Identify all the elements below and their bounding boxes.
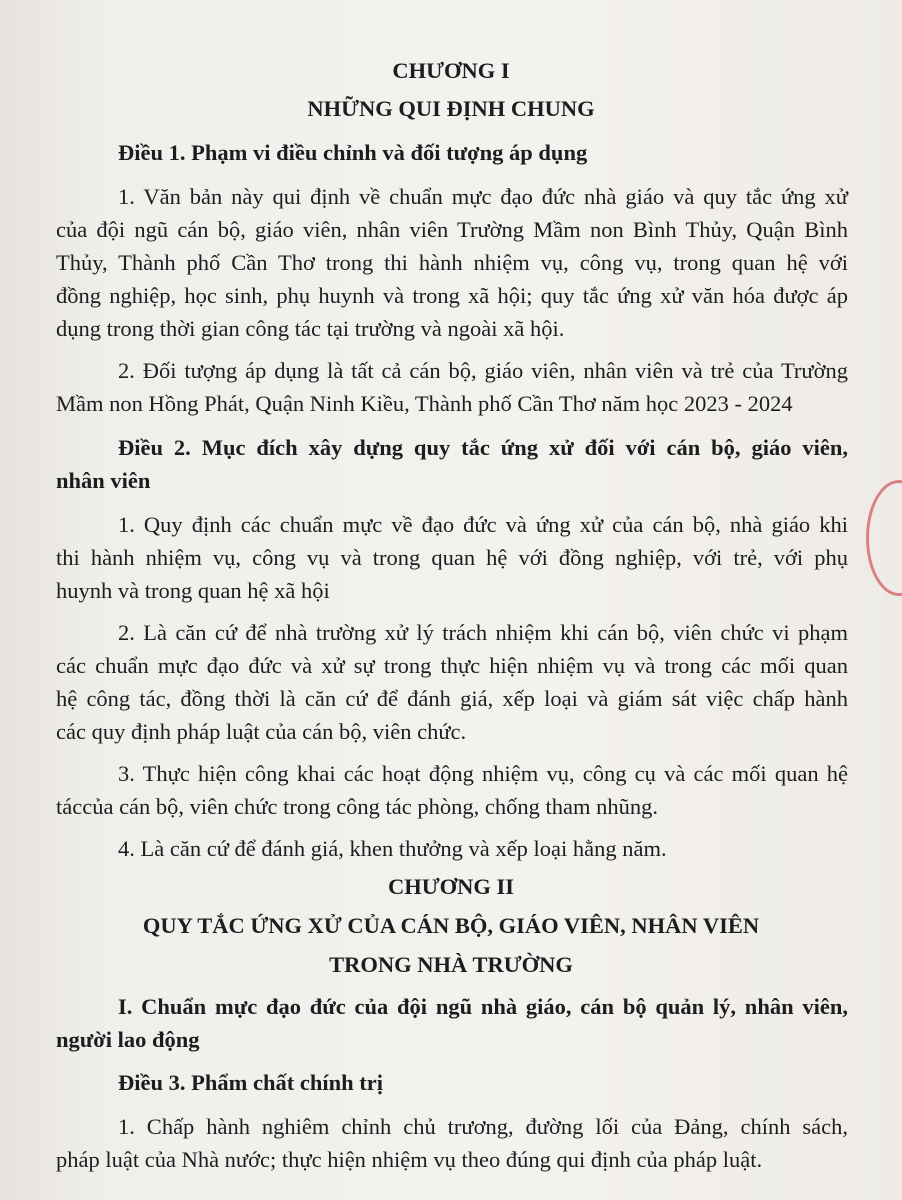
article-2-p4: 4. Là căn cứ để đánh giá, khen thưởng và xếp loại hằng năm.: [118, 836, 667, 861]
article-1-heading: Điều 1. Phạm vi điều chỉnh và đối tượng áp dụng: [118, 140, 588, 165]
article-3-p1-line-2: pháp luật của Nhà nước; thực hiện nhiệm vụ theo đúng qui định của pháp luật.: [56, 1147, 763, 1172]
article-2-p2-line-4: các quy định pháp luật của cán bộ, viên chức.: [56, 719, 467, 744]
article-2-p1-line-2: thi hành nhiệm vụ, công vụ và trong quan hệ với đồng nghiệp, với trẻ, với phụ: [56, 545, 848, 570]
article-2-heading-line-2: nhân viên: [56, 468, 151, 493]
article-2-p2-line-1: 2. Là căn cứ để nhà trường xử lý trách nhiệm khi cán bộ, viên chức vi phạm: [118, 620, 848, 645]
chapter-1-heading: CHƯƠNG I: [392, 58, 510, 83]
article-1-p1-line-3: Thủy, Thành phố Cần Thơ trong thi hành nhiệm vụ, công vụ, trong quan hệ với: [56, 250, 848, 275]
chapter-2-title-line-2: TRONG NHÀ TRƯỜNG: [329, 952, 573, 977]
article-1-p1-line-2: của đội ngũ cán bộ, giáo viên, nhân viên Trường Mầm non Bình Thủy, Quận Bình: [56, 217, 848, 242]
section-1-heading-line-1: I. Chuẩn mực đạo đức của đội ngũ nhà giáo, cán bộ quản lý, nhân viên,: [118, 994, 848, 1019]
article-2-p2-line-2: các chuẩn mực đạo đức và xử sự trong thực hiện nhiệm vụ và trong các mối quan: [56, 653, 848, 678]
article-1-p1-line-1: 1. Văn bản này qui định về chuẩn mực đạo đức nhà giáo và quy tắc ứng xử: [118, 184, 848, 209]
article-1-p1-line-5: dụng trong thời gian công tác tại trường và ngoài xã hội.: [56, 316, 565, 341]
chapter-2-heading: CHƯƠNG II: [387, 874, 515, 899]
article-1-p2-line-1: 2. Đối tượng áp dụng là tất cả cán bộ, giáo viên, nhân viên và trẻ của Trường: [118, 358, 848, 383]
article-2-heading-line-1: Điều 2. Mục đích xây dựng quy tắc ứng xử đối với cán bộ, giáo viên,: [118, 435, 848, 460]
article-2-p2-line-3: hệ công tác, đồng thời là căn cứ để đánh giá, xếp loại và giám sát việc chấp hành: [56, 686, 848, 711]
article-2-p1-line-3: huynh và trong quan hệ xã hội: [56, 578, 330, 603]
article-2-p3-line-1: 3. Thực hiện công khai các hoạt động nhiệm vụ, công cụ và các mối quan hệ: [118, 761, 848, 786]
chapter-2-title-line-1: QUY TẮC ỨNG XỬ CỦA CÁN BỘ, GIÁO VIÊN, NHÂN VIÊN: [142, 913, 760, 938]
article-1-p1-line-4: đồng nghiệp, học sinh, phụ huynh và trong xã hội; quy tắc ứng xử văn hóa được áp: [56, 283, 848, 308]
red-seal-stamp: [866, 480, 902, 596]
article-2-p1-line-1: 1. Quy định các chuẩn mực về đạo đức và ứng xử của cán bộ, nhà giáo khi: [118, 512, 848, 537]
chapter-1-title: NHỮNG QUI ĐỊNH CHUNG: [307, 96, 595, 121]
article-2-p3-line-2: táccủa cán bộ, viên chức trong công tác phòng, chống tham nhũng.: [56, 794, 659, 819]
section-1-heading-line-2: người lao động: [56, 1027, 200, 1052]
article-3-heading: Điều 3. Phẩm chất chính trị: [118, 1070, 384, 1095]
article-3-p1-line-1: 1. Chấp hành nghiêm chỉnh chủ trương, đường lối của Đảng, chính sách,: [118, 1114, 848, 1139]
article-1-p2-line-2: Mầm non Hồng Phát, Quận Ninh Kiều, Thành phố Cần Thơ năm học 2023 - 2024: [56, 391, 793, 416]
